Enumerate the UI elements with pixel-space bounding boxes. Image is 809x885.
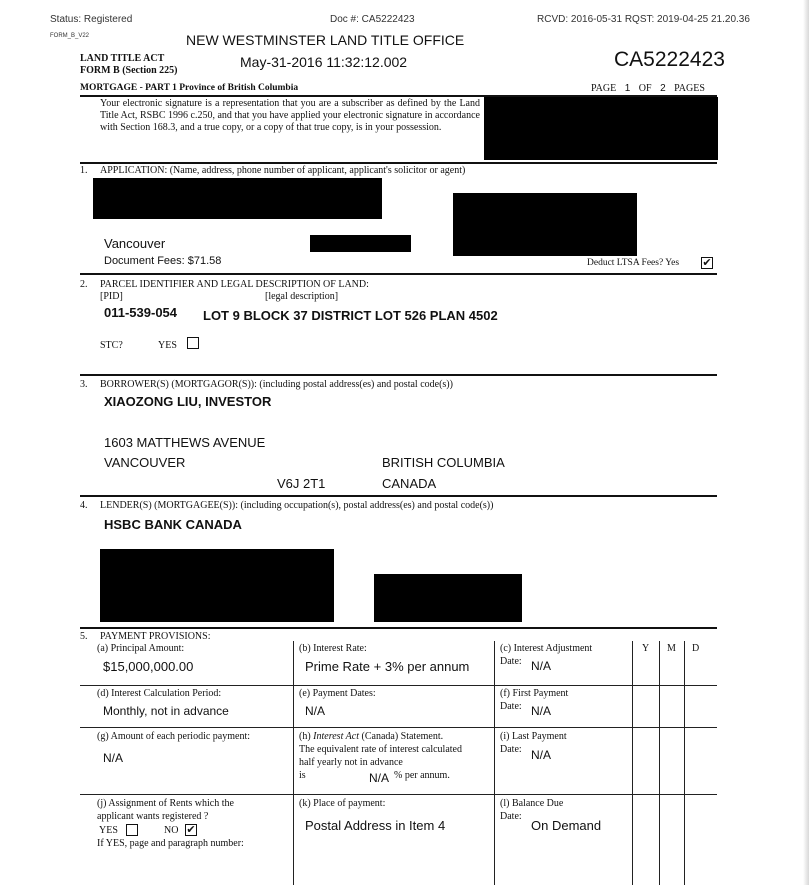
act-name: LAND TITLE ACT bbox=[80, 53, 165, 64]
borrower-postal-code: V6J 2T1 bbox=[277, 476, 326, 491]
col-month: M bbox=[667, 643, 676, 654]
stc-yes-checkbox[interactable] bbox=[187, 337, 199, 349]
page-edge-shadow bbox=[803, 0, 809, 885]
stc-label: STC? bbox=[100, 340, 123, 351]
payment-dates-label: (e) Payment Dates: bbox=[299, 688, 376, 699]
applicant-city: Vancouver bbox=[104, 236, 166, 251]
document-number-large: CA5222423 bbox=[614, 48, 725, 71]
principal-amount: $15,000,000.00 bbox=[103, 659, 194, 674]
last-payment-date-label: Date: bbox=[500, 744, 522, 755]
balance-due-label: (l) Balance Due bbox=[500, 798, 564, 809]
balance-due-date-label: Date: bbox=[500, 811, 522, 822]
page-indicator: PAGE 1 OF 2 PAGES bbox=[591, 83, 705, 94]
borrower-city: VANCOUVER bbox=[104, 455, 186, 470]
assignment-page-paragraph-label: If YES, page and paragraph number: bbox=[97, 838, 244, 849]
periodic-payment-label: (g) Amount of each periodic payment: bbox=[97, 731, 251, 742]
office-title: NEW WESTMINSTER LAND TITLE OFFICE bbox=[186, 32, 465, 48]
assignment-rents-label-2: applicant wants registered ? bbox=[97, 811, 209, 822]
submission-datetime: May-31-2016 11:32:12.002 bbox=[240, 54, 408, 70]
doc-number: Doc #: CA5222423 bbox=[330, 14, 415, 25]
grid-vline-3 bbox=[632, 641, 633, 885]
place-of-payment-label: (k) Place of payment: bbox=[299, 798, 386, 809]
interest-act-rate: N/A bbox=[369, 771, 390, 785]
section-rule-1 bbox=[80, 162, 717, 164]
borrower-country: CANADA bbox=[382, 476, 437, 491]
section-3-number: 3. bbox=[80, 379, 88, 390]
pid-label: [PID] bbox=[100, 291, 123, 302]
interest-act-line2: half yearly not in advance bbox=[299, 757, 403, 768]
grid-vline-1 bbox=[293, 641, 294, 885]
stc-yes-label: YES bbox=[158, 340, 177, 351]
periodic-payment: N/A bbox=[103, 751, 124, 765]
lender-label: LENDER(S) (MORTGAGEE(S)): (including occupation(s), postal address(es) and postal code(s)) bbox=[100, 500, 494, 511]
section-rule-4 bbox=[80, 495, 717, 497]
balance-due-date: On Demand bbox=[531, 818, 602, 833]
interest-act-line1: The equivalent rate of interest calculated bbox=[299, 744, 462, 755]
document-fees: Document Fees: $71.58 bbox=[104, 255, 222, 267]
grid-vline-2 bbox=[494, 641, 495, 885]
interest-act-per-annum: % per annum. bbox=[394, 770, 450, 781]
interest-act-is: is bbox=[299, 770, 306, 781]
parcel-label: PARCEL IDENTIFIER AND LEGAL DESCRIPTION OF LAND: bbox=[100, 279, 369, 290]
interest-adjustment-date: N/A bbox=[531, 659, 552, 673]
redacted-lender-postal bbox=[374, 574, 522, 622]
section-rule-5 bbox=[80, 627, 717, 629]
assignment-no-label: NO bbox=[164, 825, 179, 836]
assignment-no-checkbox[interactable]: ✔ bbox=[186, 823, 196, 836]
first-payment-date: N/A bbox=[531, 704, 552, 718]
interest-rate-label: (b) Interest Rate: bbox=[299, 643, 367, 654]
redacted-lender-address bbox=[100, 549, 334, 622]
part-title: MORTGAGE - PART 1 Province of British Columbia bbox=[80, 83, 299, 93]
redacted-applicant-phone bbox=[310, 235, 411, 252]
assignment-rents-label-1: (j) Assignment of Rents which the bbox=[97, 798, 234, 809]
form-name: FORM B (Section 225) bbox=[80, 65, 178, 76]
section-4-number: 4. bbox=[80, 500, 88, 511]
assignment-yes-checkbox[interactable] bbox=[126, 824, 138, 836]
form-code: FORM_B_V22 bbox=[50, 33, 90, 39]
parcel-pid: 011-539-054 bbox=[104, 305, 178, 320]
borrower-label: BORROWER(S) (MORTGAGOR(S)): (including postal address(es) and postal code(s)) bbox=[100, 379, 453, 390]
grid-vline-4 bbox=[659, 641, 660, 885]
place-of-payment: Postal Address in Item 4 bbox=[305, 818, 446, 833]
grid-hline-2 bbox=[80, 727, 717, 728]
deduct-fees-checkbox[interactable]: ✔ bbox=[702, 256, 712, 269]
first-payment-label: (f) First Payment bbox=[500, 688, 569, 699]
redacted-applicant-address bbox=[453, 193, 637, 256]
borrower-street: 1603 MATTHEWS AVENUE bbox=[104, 435, 266, 450]
signature-notice: Your electronic signature is a representation that you are a subscriber as defined by the Land Title Act, RSBC 1996 c.250, and that you have applied your electronic signature in accordance with Section 168.3, and a true copy, or a copy of that true copy, is in your possession. bbox=[100, 98, 480, 133]
status-text: Status: Registered bbox=[50, 14, 133, 25]
grid-vline-5 bbox=[684, 641, 685, 885]
first-payment-date-label: Date: bbox=[500, 701, 522, 712]
legal-description-label: [legal description] bbox=[265, 291, 339, 302]
payment-label: PAYMENT PROVISIONS: bbox=[100, 631, 211, 642]
calc-period: Monthly, not in advance bbox=[103, 704, 229, 718]
section-1-number: 1. bbox=[80, 165, 88, 176]
last-payment-label: (i) Last Payment bbox=[500, 731, 567, 742]
interest-rate: Prime Rate + 3% per annum bbox=[305, 659, 470, 674]
grid-hline-3 bbox=[80, 794, 717, 795]
assignment-yes-label: YES bbox=[99, 825, 118, 836]
redacted-applicant-name bbox=[93, 178, 382, 219]
interest-adjustment-date-label: Date: bbox=[500, 656, 522, 667]
payment-dates: N/A bbox=[305, 704, 326, 718]
deduct-fees-label: Deduct LTSA Fees? Yes bbox=[587, 258, 680, 268]
section-rule-2 bbox=[80, 273, 717, 275]
section-2-number: 2. bbox=[80, 279, 88, 290]
last-payment-date: N/A bbox=[531, 748, 552, 762]
legal-description: LOT 9 BLOCK 37 DISTRICT LOT 526 PLAN 4502 bbox=[203, 308, 498, 323]
lender-name: HSBC BANK CANADA bbox=[104, 517, 242, 532]
redacted-signature bbox=[484, 97, 718, 160]
interest-act-label: (h) Interest Act (Canada) Statement. bbox=[299, 731, 444, 742]
grid-hline-1 bbox=[80, 685, 717, 686]
col-day: D bbox=[692, 643, 700, 654]
section-5-number: 5. bbox=[80, 631, 88, 642]
borrower-province: BRITISH COLUMBIA bbox=[382, 455, 505, 470]
borrower-name: XIAOZONG LIU, INVESTOR bbox=[104, 394, 272, 409]
section-rule-3 bbox=[80, 374, 717, 376]
received-stamp: RCVD: 2016-05-31 RQST: 2019-04-25 21.20.36 bbox=[537, 14, 750, 25]
principal-amount-label: (a) Principal Amount: bbox=[97, 643, 185, 654]
calc-period-label: (d) Interest Calculation Period: bbox=[97, 688, 222, 699]
interest-adjustment-label: (c) Interest Adjustment bbox=[500, 643, 593, 654]
col-year: Y bbox=[642, 643, 650, 654]
application-label: APPLICATION: (Name, address, phone number of applicant, applicant's solicitor or agent) bbox=[100, 165, 466, 176]
